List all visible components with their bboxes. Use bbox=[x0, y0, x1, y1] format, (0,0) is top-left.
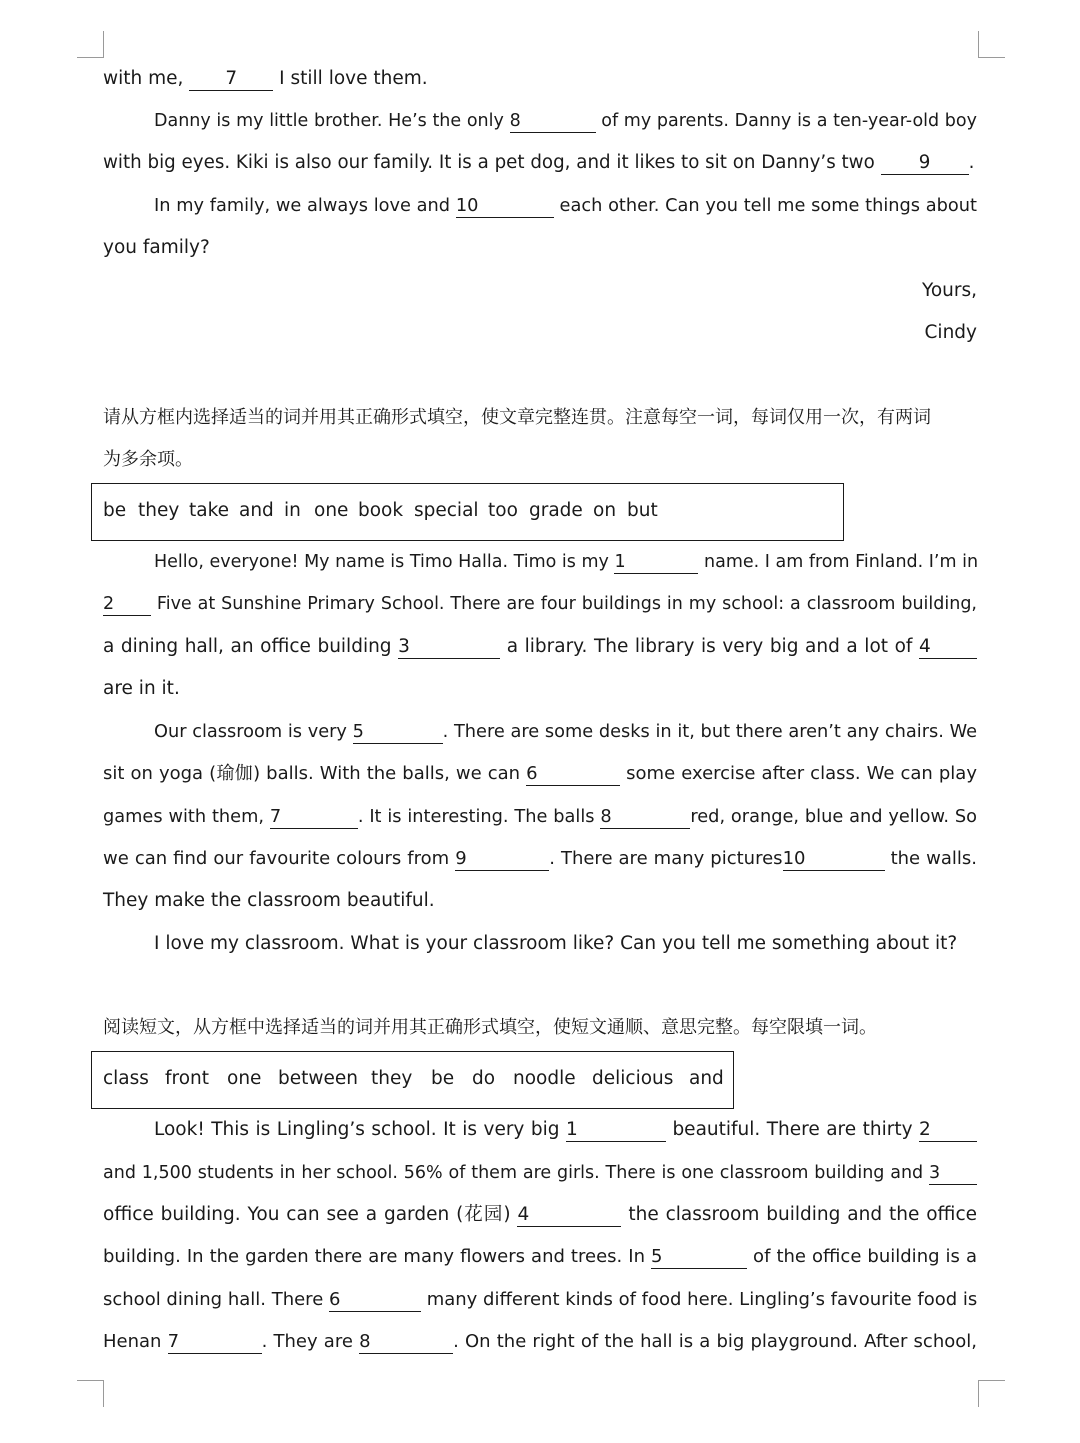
word-bank-item: one bbox=[314, 500, 349, 521]
section3-line bbox=[103, 1327, 977, 1357]
answer-blank: 3 bbox=[929, 1162, 977, 1185]
answer-blank: 4 bbox=[517, 1204, 621, 1227]
page-corner-mark bbox=[978, 1380, 1005, 1407]
section3-line bbox=[103, 1285, 977, 1315]
text-segment: of the office building is a bbox=[747, 1246, 977, 1267]
letter-signature: Cindy bbox=[924, 322, 977, 343]
text-segment: . They are bbox=[261, 1331, 360, 1352]
answer-blank: 7 bbox=[168, 1331, 262, 1354]
word-bank-item: book bbox=[358, 500, 404, 521]
word-bank-item: on bbox=[593, 500, 617, 521]
answer-blank: 9 bbox=[881, 152, 969, 175]
word-bank-box bbox=[91, 483, 844, 541]
text-segment: many different kinds of food here. Lingling’s favourite food is bbox=[420, 1289, 978, 1310]
answer-blank: 2 bbox=[103, 593, 151, 616]
section2-instruction: 为多余项。 bbox=[103, 449, 193, 470]
answer-blank: 9 bbox=[455, 848, 549, 871]
text-segment: each other. Can you tell me some things about bbox=[553, 196, 977, 216]
section2-line: They make the classroom beautiful. bbox=[103, 890, 435, 911]
section2-line bbox=[103, 589, 977, 619]
word-bank-box bbox=[91, 1051, 734, 1109]
text-segment: In my family, we always love and bbox=[154, 196, 456, 216]
passage1-line bbox=[103, 106, 977, 136]
word-bank-item: front bbox=[165, 1068, 210, 1089]
word-bank-item: too bbox=[488, 500, 518, 521]
page-corner-mark bbox=[978, 31, 1005, 58]
answer-blank: 2 bbox=[919, 1119, 977, 1142]
answer-blank: 1 bbox=[566, 1119, 666, 1142]
word-bank-item: but bbox=[627, 500, 658, 521]
word-bank-item: and bbox=[689, 1068, 724, 1089]
text-segment: Our classroom is very bbox=[154, 722, 353, 742]
text-segment: Look! This is Lingling’s school. It is very big bbox=[154, 1119, 566, 1140]
answer-blank: 8 bbox=[359, 1331, 453, 1354]
word-bank-item: take bbox=[189, 500, 230, 521]
section2-line: I love my classroom. What is your classroom like? Can you tell me something about it? bbox=[154, 933, 958, 954]
section2-instruction: 请从方框内选择适当的词并用其正确形式填空，使文章完整连贯。注意每空一词，每词仅用一次，有两词 bbox=[103, 407, 931, 428]
passage1-line bbox=[103, 191, 977, 221]
text-segment: a dining hall, an office building bbox=[103, 636, 399, 657]
answer-blank: 10 bbox=[783, 848, 885, 871]
text-segment: name. I am from Finland. I’m in bbox=[698, 552, 979, 572]
text-segment: we can find our favourite colours from bbox=[103, 848, 456, 869]
text-segment: . There are some desks in it, but there aren’t any chairs. We bbox=[442, 722, 977, 742]
section2-line bbox=[103, 802, 977, 832]
section3-instruction: 阅读短文，从方框中选择适当的词并用其正确形式填空，使短文通顺、意思完整。每空限填一词。 bbox=[103, 1017, 877, 1038]
section3-line bbox=[103, 1158, 977, 1188]
text-segment: some exercise after class. We can play bbox=[620, 763, 977, 784]
section2-line bbox=[103, 632, 977, 662]
text-segment: and 1,500 students in her school. 56% of them are girls. There is one classroom building and bbox=[103, 1163, 929, 1183]
answer-blank: 1 bbox=[614, 551, 698, 574]
passage1-line bbox=[103, 64, 977, 94]
text-segment: the walls. bbox=[884, 848, 977, 869]
answer-blank: 8 bbox=[510, 110, 596, 133]
text-segment: red, orange, blue and yellow. So bbox=[690, 807, 977, 827]
section3-line bbox=[103, 1200, 977, 1230]
answer-blank: 10 bbox=[456, 195, 554, 218]
page-corner-mark bbox=[77, 1380, 104, 1407]
word-bank-item: grade bbox=[529, 500, 583, 521]
section3-line bbox=[103, 1115, 977, 1145]
word-bank-item: do bbox=[472, 1068, 496, 1089]
text-segment: Hello, everyone! My name is Timo Halla. Timo is my bbox=[154, 552, 615, 572]
answer-blank: 6 bbox=[329, 1289, 421, 1312]
word-bank-item: in bbox=[284, 500, 301, 521]
section2-line bbox=[103, 844, 977, 874]
text-segment: with me, bbox=[103, 68, 190, 89]
text-segment: . On the right of the hall is a big playground. After school, bbox=[453, 1331, 977, 1352]
answer-blank: 7 bbox=[189, 68, 273, 91]
letter-closing: Yours, bbox=[921, 280, 977, 301]
answer-blank: 3 bbox=[398, 636, 500, 659]
answer-blank: 5 bbox=[651, 1246, 747, 1269]
section2-line: are in it. bbox=[103, 678, 180, 699]
text-segment: . It is interesting. The balls bbox=[357, 807, 601, 827]
word-bank-item: be bbox=[103, 500, 127, 521]
text-segment: sit on yoga (瑜伽) balls. With the balls, we can bbox=[103, 763, 527, 784]
word-bank-item: special bbox=[414, 500, 479, 521]
text-segment: with big eyes. Kiki is also our family. It is a pet dog, and it likes to sit on Danny’s two bbox=[103, 152, 881, 173]
section3-line bbox=[103, 1242, 977, 1272]
text-segment: school dining hall. There bbox=[103, 1289, 329, 1310]
word-bank-item: and bbox=[239, 500, 274, 521]
text-segment: I still love them. bbox=[273, 68, 428, 89]
word-bank-item: they bbox=[138, 500, 180, 521]
answer-blank: 4 bbox=[919, 636, 977, 659]
answer-blank: 6 bbox=[526, 763, 620, 786]
word-bank-item: class bbox=[103, 1068, 149, 1089]
word-bank-item: one bbox=[227, 1068, 262, 1089]
text-segment: building. In the garden there are many flowers and trees. In bbox=[103, 1246, 652, 1267]
answer-blank: 7 bbox=[270, 806, 358, 829]
word-bank-item: delicious bbox=[592, 1068, 674, 1089]
text-segment: games with them, bbox=[103, 807, 270, 827]
passage1-line bbox=[103, 148, 977, 178]
answer-blank: 5 bbox=[353, 721, 443, 744]
text-segment: office building. You can see a garden (花园) bbox=[103, 1204, 518, 1225]
word-bank-item: between bbox=[278, 1068, 358, 1089]
text-segment: . There are many pictures bbox=[549, 848, 783, 869]
text-segment: Henan bbox=[103, 1331, 168, 1352]
page-corner-mark bbox=[77, 31, 104, 58]
text-segment: the classroom building and the office bbox=[621, 1204, 977, 1225]
word-bank-item: noodle bbox=[513, 1068, 576, 1089]
word-bank-item: they bbox=[371, 1068, 413, 1089]
text-segment: Danny is my little brother. He’s the only bbox=[154, 111, 510, 131]
section2-line bbox=[103, 547, 977, 577]
answer-blank: 8 bbox=[600, 806, 690, 829]
text-segment: of my parents. Danny is a ten-year-old boy bbox=[595, 111, 977, 131]
section2-line bbox=[103, 717, 977, 747]
text-segment: a library. The library is very big and a lot of bbox=[500, 636, 919, 657]
text-segment: . bbox=[968, 152, 975, 173]
passage1-line: you family? bbox=[103, 237, 210, 258]
text-segment: Five at Sunshine Primary School. There are four buildings in my school: a classroom building, bbox=[151, 594, 977, 614]
word-bank-item: be bbox=[431, 1068, 455, 1089]
section2-line bbox=[103, 759, 977, 789]
text-segment: beautiful. There are thirty bbox=[665, 1119, 920, 1140]
